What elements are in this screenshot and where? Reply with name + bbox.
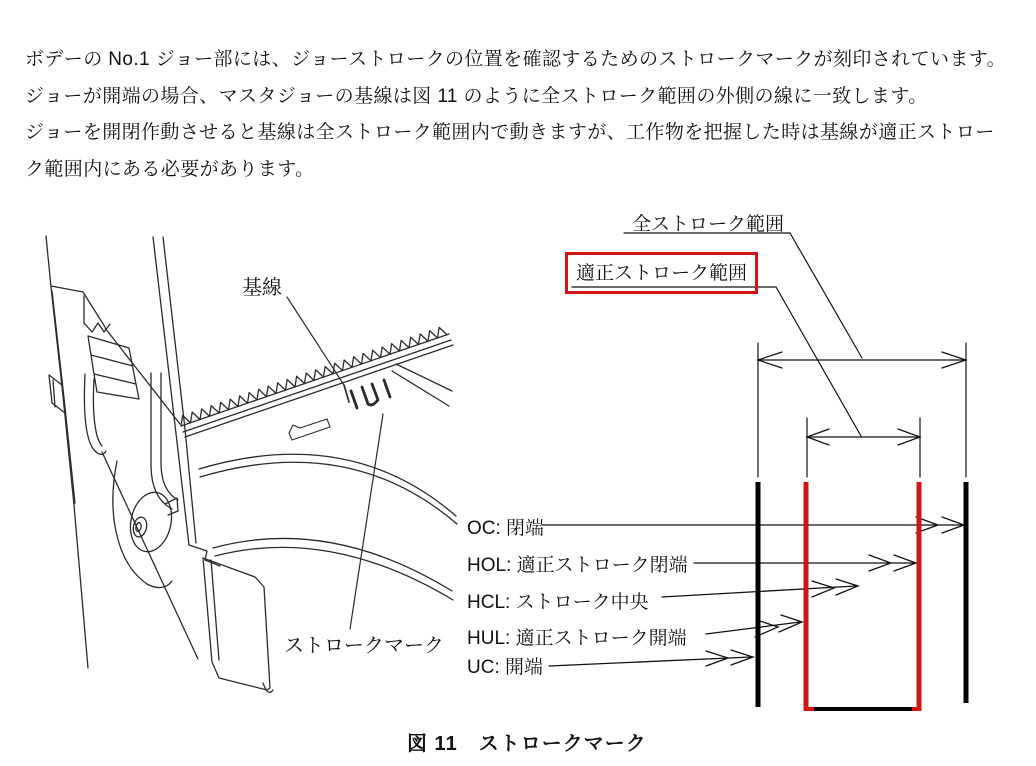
stroke-mark-label: ストロークマーク (284, 635, 444, 657)
row-label-hul: HUL: 適正ストローク開端 (467, 628, 687, 649)
boss-outline (125, 488, 177, 555)
proper-stroke-boundary-lines (804, 482, 921, 711)
jaw-lower-block (203, 558, 273, 692)
baseline-label: 基線 (242, 277, 282, 299)
jaw-steps (88, 336, 139, 399)
baseline-mark (344, 385, 349, 402)
row-label-oc: OC: 閉端 (467, 518, 545, 539)
serration-band-lines (181, 334, 453, 437)
hul-arrow (706, 615, 802, 637)
full-stroke-boundary-lines (758, 482, 966, 707)
body-rim-arcs (199, 454, 457, 600)
uc-arrow (549, 650, 753, 666)
row-label-hcl: HCL: ストローク中央 (467, 592, 649, 613)
full-stroke-range-label: 全ストローク範囲 (632, 214, 785, 235)
body-face-lines (392, 364, 452, 406)
full-range-leader (790, 233, 862, 358)
proper-stroke-range-box (565, 252, 758, 294)
jaw-drawing (46, 236, 457, 692)
row-label-hol: HOL: 適正ストローク閉端 (467, 555, 688, 576)
serration-teeth (181, 327, 447, 426)
paragraph-line: ボデーの No.1 ジョー部には、ジョーストロークの位置を確認するためのストロークマークが刻印されています。 (25, 49, 1007, 70)
stroke-marks (351, 380, 390, 408)
figure-caption: 図 11 ストロークマーク (407, 733, 647, 755)
inner-extension-lines (807, 418, 920, 477)
jaw-channel (84, 373, 178, 509)
paragraph-line: ジョーを開閉作動させると基線は全ストローク範囲内で動きますが、工作物を把握した時は基線が適正ストロー (25, 122, 995, 143)
paragraph-line: ク範囲内にある必要があります。 (25, 158, 315, 180)
jaw-lower-diagonal (102, 452, 198, 659)
proper-range-leader (776, 287, 861, 436)
jaw-left-edge (46, 236, 88, 668)
engraved-number-outline (289, 419, 330, 440)
jaw-peak (51, 286, 105, 327)
proper-stroke-range-label: 適正ストローク範囲 (576, 263, 748, 284)
outer-extension-lines (758, 343, 966, 477)
row-label-uc: UC: 開端 (467, 657, 544, 678)
stroke-mark-leader-line (350, 414, 383, 629)
oc-arrow (543, 517, 964, 533)
body-paragraph (25, 42, 1006, 188)
paragraph-line: ジョーが開端の場合、マスタジョーの基線は図 11 のように全ストローク範囲の外側の線に一致します。 (25, 85, 928, 107)
